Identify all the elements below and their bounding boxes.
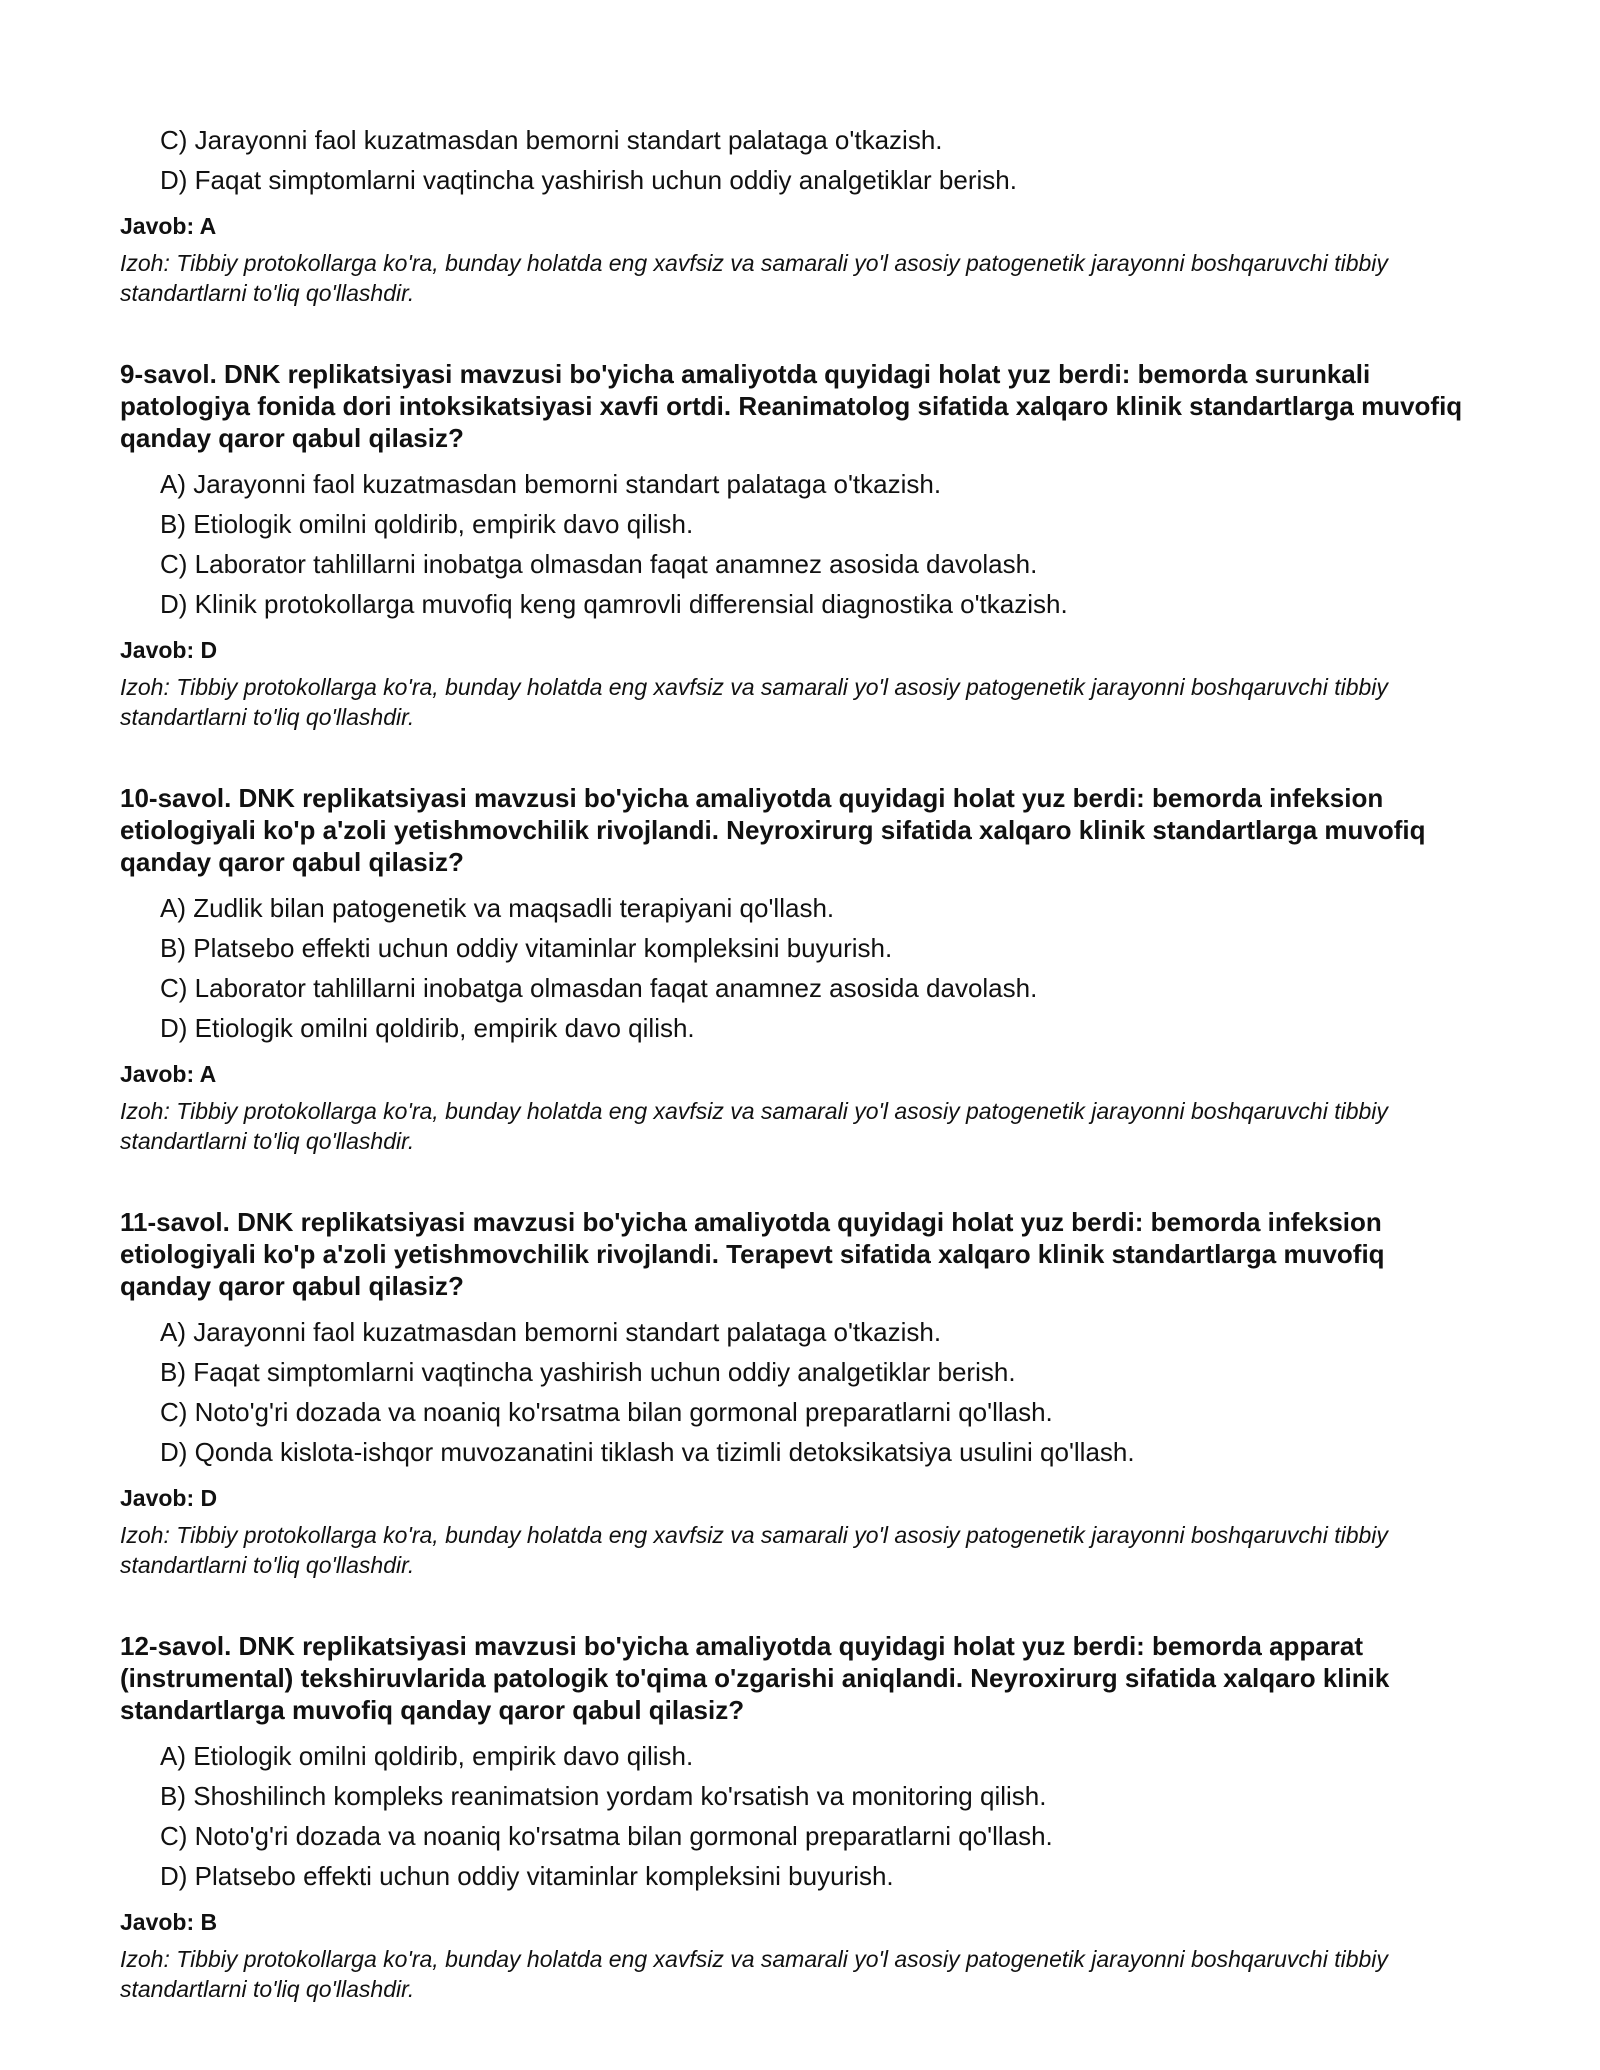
question-9 [120, 358, 1480, 732]
option-b: B) Platsebo effekti uchun oddiy vitaminlar kompleksini buyurish. [160, 933, 893, 963]
question-title: 9-savol. DNK replikatsiyasi mavzusi bo'yicha amaliyotda quyidagi holat yuz berdi: bemorda surunkali patologiya fonida dori intoksikatsiyasi xavfi ortdi. Reanimatolog sifatida xalqaro klinik standartlarga muvofiq qanday qaror qabul qilasiz? [120, 359, 1463, 453]
question-10 [120, 782, 1480, 1156]
document-page [120, 120, 1480, 2004]
question-title: 12-savol. DNK replikatsiyasi mavzusi bo'yicha amaliyotda quyidagi holat yuz berdi: bemorda apparat (instrumental) tekshiruvlarida patologik to'qima o'zgarishi aniqlandi. Neyroxirurg sifatida xalqaro klinik standartlarga muvofiq qanday qaror qabul qilasiz? [120, 1631, 1390, 1725]
question-12 [120, 1630, 1480, 2004]
option-d: D) Faqat simptomlarni vaqtincha yashirish uchun oddiy analgetiklar berish. [160, 165, 1017, 195]
option-c: C) Laborator tahlillarni inobatga olmasdan faqat anamnez asosida davolash. [160, 549, 1038, 579]
question-title: 10-savol. DNK replikatsiyasi mavzusi bo'yicha amaliyotda quyidagi holat yuz berdi: bemorda infeksion etiologiyali ko'p a'zoli yetishmovchilik rivojlandi. Neyroxirurg sifatida xalqaro klinik standartlarga muvofiq qanday qaror qabul qilasiz? [120, 783, 1426, 877]
answer-label: Javob: A [120, 213, 217, 239]
option-d: D) Platsebo effekti uchun oddiy vitaminlar kompleksini buyurish. [160, 1861, 894, 1891]
question-8-remainder [120, 120, 1480, 308]
option-d: D) Klinik protokollarga muvofiq keng qamrovli differensial diagnostika o'tkazish. [160, 589, 1068, 619]
option-b: B) Etiologik omilni qoldirib, empirik davo qilish. [160, 509, 694, 539]
option-a: A) Etiologik omilni qoldirib, empirik davo qilish. [160, 1741, 694, 1771]
option-c: C) Noto'g'ri dozada va noaniq ko'rsatma bilan gormonal preparatlarni qo'llash. [160, 1397, 1053, 1427]
question-11 [120, 1206, 1480, 1580]
option-a: A) Zudlik bilan patogenetik va maqsadli terapiyani qo'llash. [160, 893, 835, 923]
question-title: 11-savol. DNK replikatsiyasi mavzusi bo'yicha amaliyotda quyidagi holat yuz berdi: bemorda infeksion etiologiyali ko'p a'zoli yetishmovchilik rivojlandi. Terapevt sifatida xalqaro klinik standartlarga muvofiq qanday qaror qabul qilasiz? [120, 1207, 1385, 1301]
option-c: C) Laborator tahlillarni inobatga olmasdan faqat anamnez asosida davolash. [160, 973, 1038, 1003]
explanation-note: Izoh: Tibbiy protokollarga ko'ra, bunday holatda eng xavfsiz va samarali yo'l asosiy patogenetik jarayonni boshqaruvchi tibbiy standartlarni to'liq qo'llashdir. [120, 1098, 1388, 1154]
option-b: B) Faqat simptomlarni vaqtincha yashirish uchun oddiy analgetiklar berish. [160, 1357, 1016, 1387]
explanation-note: Izoh: Tibbiy protokollarga ko'ra, bunday holatda eng xavfsiz va samarali yo'l asosiy patogenetik jarayonni boshqaruvchi tibbiy standartlarni to'liq qo'llashdir. [120, 1522, 1388, 1578]
explanation-note: Izoh: Tibbiy protokollarga ko'ra, bunday holatda eng xavfsiz va samarali yo'l asosiy patogenetik jarayonni boshqaruvchi tibbiy standartlarni to'liq qo'llashdir. [120, 1946, 1388, 2002]
option-d: D) Etiologik omilni qoldirib, empirik davo qilish. [160, 1013, 695, 1043]
answer-label: Javob: B [120, 1909, 218, 1935]
answer-label: Javob: D [120, 637, 218, 663]
option-c: C) Jarayonni faol kuzatmasdan bemorni standart palataga o'tkazish. [160, 125, 943, 155]
answer-label: Javob: A [120, 1061, 217, 1087]
explanation-note: Izoh: Tibbiy protokollarga ko'ra, bunday holatda eng xavfsiz va samarali yo'l asosiy patogenetik jarayonni boshqaruvchi tibbiy standartlarni to'liq qo'llashdir. [120, 250, 1388, 306]
option-a: A) Jarayonni faol kuzatmasdan bemorni standart palataga o'tkazish. [160, 469, 942, 499]
answer-label: Javob: D [120, 1485, 218, 1511]
explanation-note: Izoh: Tibbiy protokollarga ko'ra, bunday holatda eng xavfsiz va samarali yo'l asosiy patogenetik jarayonni boshqaruvchi tibbiy standartlarni to'liq qo'llashdir. [120, 674, 1388, 730]
option-b: B) Shoshilinch kompleks reanimatsion yordam ko'rsatish va monitoring qilish. [160, 1781, 1047, 1811]
option-a: A) Jarayonni faol kuzatmasdan bemorni standart palataga o'tkazish. [160, 1317, 942, 1347]
option-c: C) Noto'g'ri dozada va noaniq ko'rsatma bilan gormonal preparatlarni qo'llash. [160, 1821, 1053, 1851]
option-d: D) Qonda kislota-ishqor muvozanatini tiklash va tizimli detoksikatsiya usulini qo'llash. [160, 1437, 1135, 1467]
